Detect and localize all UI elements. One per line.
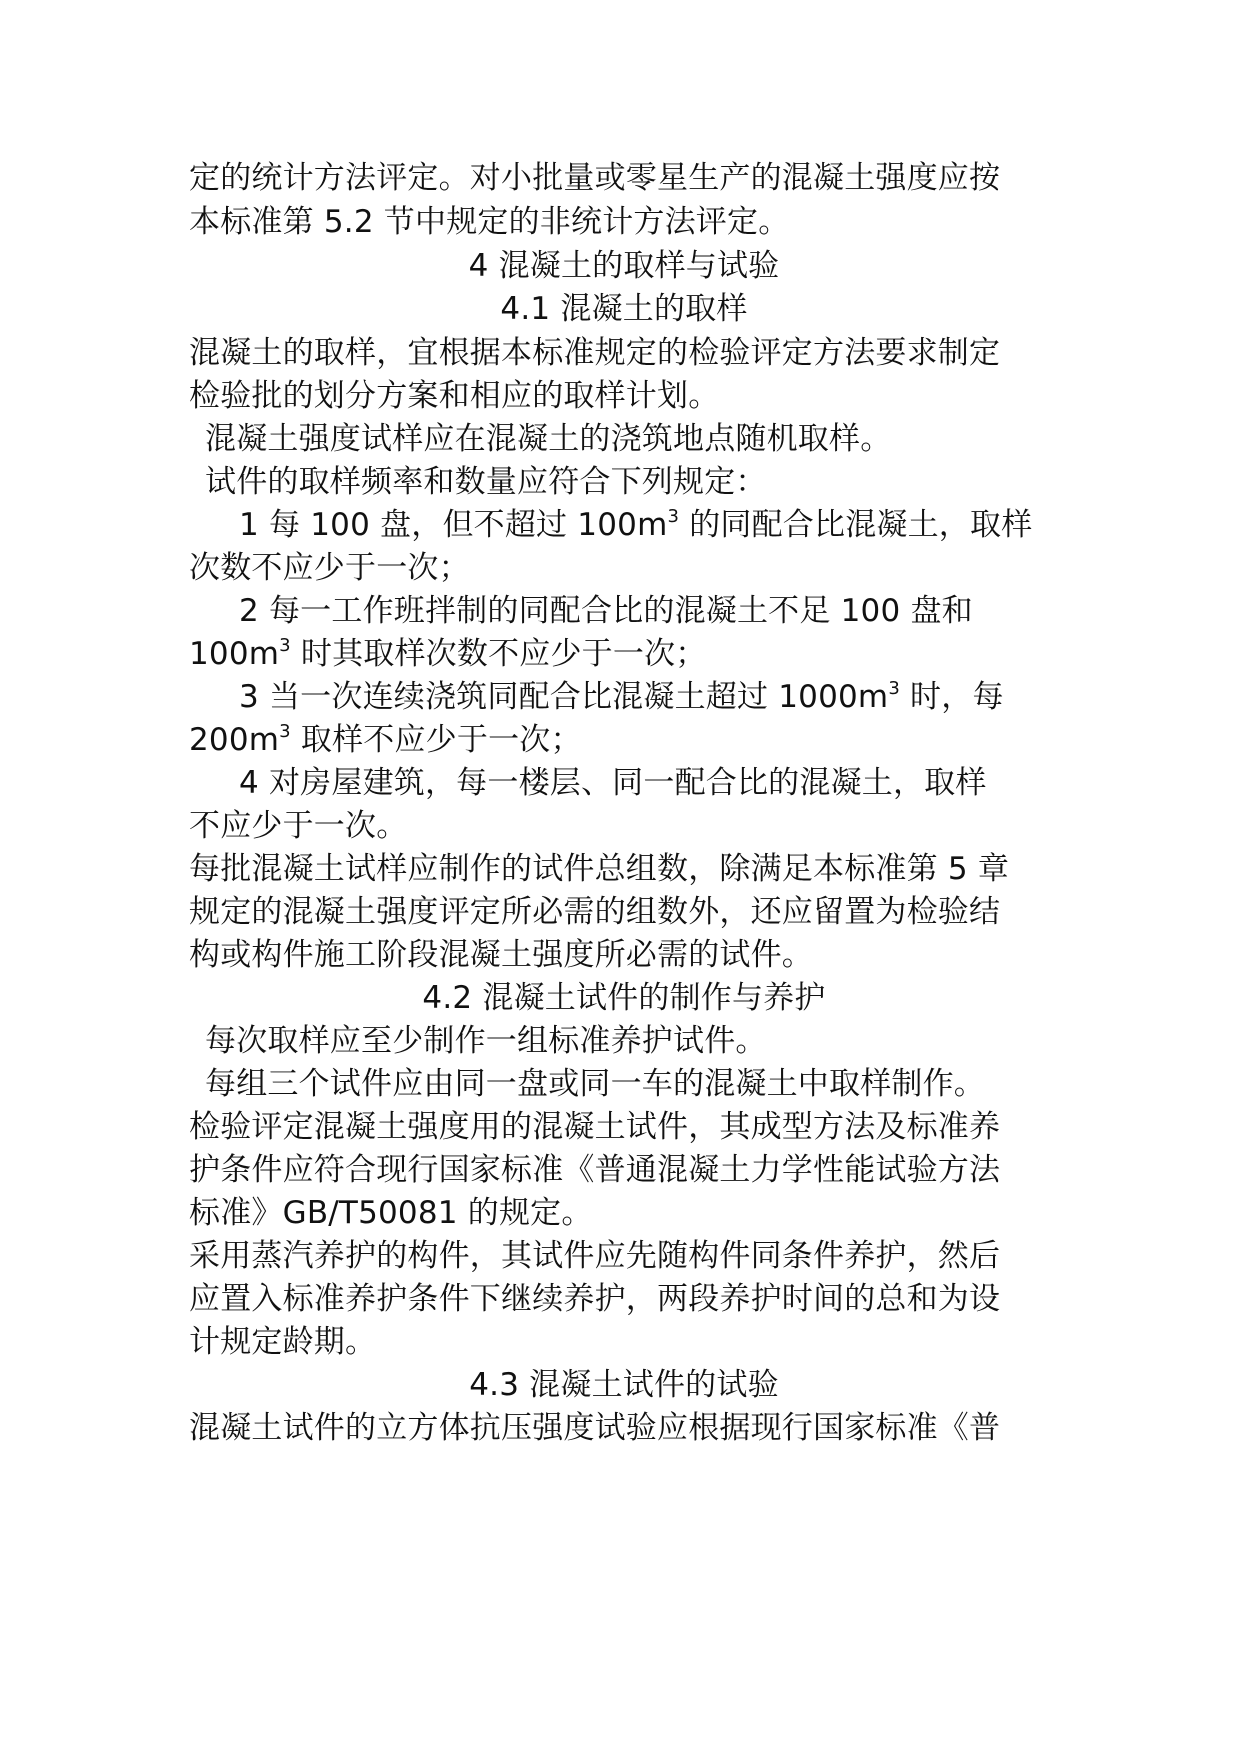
section-heading: 4.3 混凝土试件的试验 — [469, 1367, 779, 1403]
body-text-line: 本标准第 5.2 节中规定的非统计方法评定。 — [189, 204, 790, 240]
list-item-line: 2 每一工作班拌制的同配合比的混凝土不足 100 盘和 — [239, 593, 973, 629]
body-text-line: $200m^3$ 取样不应少于一次； — [189, 720, 582, 758]
body-text-line: 构或构件施工阶段混凝土强度所必需的试件。 — [189, 937, 813, 973]
list-item-line: 4 对房屋建筑，每一楼层、同一配合比的混凝土，取样 — [239, 765, 987, 801]
body-text-line: 检验批的划分方案和相应的取样计划。 — [189, 378, 720, 414]
body-text-line: 标准》GB/T50081 的规定。 — [189, 1195, 593, 1231]
chapter-heading: 4 混凝土的取样与试验 — [468, 248, 780, 284]
list-item-line: 1 每 100 盘，但不超过 $100m^3$ 的同配合比混凝土，取样 — [239, 505, 1033, 543]
body-text-line: 应置入标准养护条件下继续养护，两段养护时间的总和为设 — [189, 1281, 1001, 1317]
body-text-line: 规定的混凝土强度评定所必需的组数外，还应留置为检验结 — [189, 894, 1001, 930]
body-text-line: $100m^3$ 时其取样次数不应少于一次； — [189, 634, 707, 672]
body-text-line: 混凝土的取样，宜根据本标准规定的检验评定方法要求制定 — [189, 335, 1001, 371]
body-text-line: 试件的取样频率和数量应符合下列规定： — [205, 464, 767, 500]
body-text-line: 计规定龄期。 — [189, 1324, 377, 1360]
body-text-line: 护条件应符合现行国家标准《普通混凝土力学性能试验方法 — [189, 1152, 1001, 1188]
body-text-line: 检验评定混凝土强度用的混凝土试件，其成型方法及标准养 — [189, 1109, 1001, 1145]
body-text-line: 混凝土强度试样应在混凝土的浇筑地点随机取样。 — [205, 421, 892, 457]
body-text-line: 每次取样应至少制作一组标准养护试件。 — [205, 1023, 767, 1059]
body-text-line: 每组三个试件应由同一盘或同一车的混凝土中取样制作。 — [205, 1066, 985, 1102]
list-item-line: 3 当一次连续浇筑同配合比混凝土超过 $1000m^3$ 时，每 — [239, 677, 1004, 715]
body-text-line: 混凝土试件的立方体抗压强度试验应根据现行国家标准《普 — [189, 1410, 1001, 1446]
body-text-line: 采用蒸汽养护的构件，其试件应先随构件同条件养护，然后 — [189, 1238, 1001, 1274]
body-text-line: 次数不应少于一次； — [189, 550, 470, 586]
section-heading: 4.2 混凝土试件的制作与养护 — [422, 980, 826, 1016]
body-text-line: 定的统计方法评定。对小批量或零星生产的混凝土强度应按 — [189, 160, 1001, 196]
section-heading: 4.1 混凝土的取样 — [500, 291, 748, 327]
body-text-line: 每批混凝土试样应制作的试件总组数，除满足本标准第 5 章 — [189, 851, 1010, 887]
body-text-line: 不应少于一次。 — [189, 808, 408, 844]
